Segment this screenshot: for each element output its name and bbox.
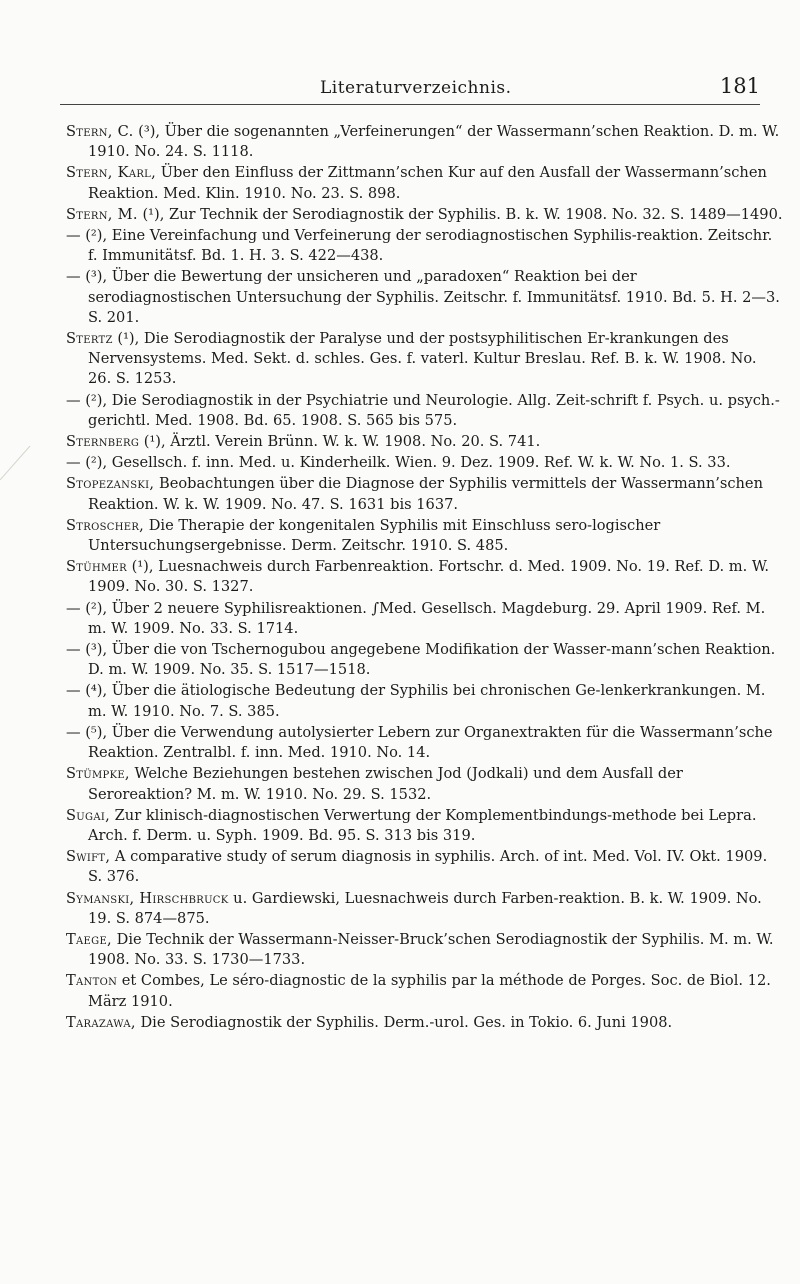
bibliography-entry xyxy=(66,516,784,556)
bibliography-entry xyxy=(66,681,784,721)
page-number: 181 xyxy=(719,74,760,98)
entry-text: Zur klinisch-diagnostischen Verwertung der Komplementbindungs-methode bei Lepra. Arch. f. Derm. u. Syph. 1909. Bd. 95. S. 313 bis 319. xyxy=(88,806,757,844)
bibliography-entry xyxy=(66,432,784,452)
running-title: Literaturverzeichnis. xyxy=(320,78,512,98)
entry-author: Stertz xyxy=(66,330,113,348)
entry-author: Tarazawa, xyxy=(66,1013,136,1031)
bibliography-entry xyxy=(66,122,784,162)
entry-text: (¹), Ärztl. Verein Brünn. W. k. W. 1908. No. 20. S. 741. xyxy=(139,433,541,451)
entry-author: Stühmer xyxy=(66,558,127,576)
bibliography-entry xyxy=(66,640,784,680)
bibliography-entry xyxy=(66,557,784,597)
bibliography-entry xyxy=(66,267,784,328)
bibliography-entry xyxy=(66,930,784,970)
entry-author: Sternberg xyxy=(66,433,140,451)
bibliography-list xyxy=(66,122,784,1034)
entry-text: Welche Beziehungen bestehen zwischen Jod (Jodkali) und dem Ausfall der Seroreaktion? M. m. W. 1910. No. 29. S. 1532. xyxy=(88,765,683,803)
entry-author: Stern, M. xyxy=(66,205,138,223)
running-header xyxy=(60,74,760,105)
entry-text: — (³), Über die Bewertung der unsicheren und „paradoxen“ Reaktion bei der serodiagnostischen Untersuchung der Syphilis. Zeitschr. f. Immunitätsf. 1910. Bd. 5. H. 2—3. S. 201. xyxy=(66,268,780,326)
bibliography-entry xyxy=(66,599,784,639)
entry-text: Die Therapie der kongenitalen Syphilis mit Einschluss sero-logischer Untersuchungsergebnisse. Derm. Zeitschr. 1910. S. 485. xyxy=(88,516,661,555)
entry-text: (¹), Die Serodiagnostik der Paralyse und der postsyphilitischen Er-krankungen des Nervensystems. Med. Sekt. d. schles. Ges. f. vaterl. Kultur Breslau. Ref. B. k. W. 1908. No. 26. S. 1253. xyxy=(88,330,757,388)
bibliography-entry xyxy=(66,205,784,225)
entry-text: (³), Über die sogenannten „Verfeinerungen“ der Wassermann’schen Reaktion. D. m. W. 1910. No. 24. S. 1118. xyxy=(88,123,780,161)
bibliography-entry xyxy=(66,764,784,804)
entry-text: — (²), Eine Vereinfachung und Verfeinerung der serodiagnostischen Syphilis-reaktion. Zeitschr. f. Immunitätsf. Bd. 1. H. 3. S. 422—438. xyxy=(66,227,773,265)
entry-text: Über den Einfluss der Zittmann’schen Kur auf den Ausfall der Wassermann’schen Reaktion. Med. Klin. 1910. No. 23. S. 898. xyxy=(88,164,767,202)
entry-text: Die Technik der Wassermann-Neisser-Bruck’schen Serodiagnostik der Syphilis. M. m. W. 1908. No. 33. S. 1730—1733. xyxy=(88,930,774,969)
entry-text: — (³), Über die von Tschernogubou angegebene Modifikation der Wasser-mann’schen Reaktion. D. m. W. 1909. No. 35. S. 1517—1518. xyxy=(66,641,776,679)
bibliography-entry xyxy=(66,391,784,431)
entry-author: Stroscher, xyxy=(66,516,145,534)
entry-author: Stümpke, xyxy=(66,765,130,783)
entry-author: Stopezanski, xyxy=(66,475,155,493)
bibliography-entry xyxy=(66,474,784,514)
entry-text: — (²), Die Serodiagnostik in der Psychiatrie und Neurologie. Allg. Zeit-schrift f. Psych. u. psych.-gerichtl. Med. 1908. Bd. 65. 1908. S. 565 bis 575. xyxy=(66,391,780,429)
entry-text: (¹), Zur Technik der Serodiagnostik der Syphilis. B. k. W. 1908. No. 32. S. 1489—1490. xyxy=(137,205,783,223)
entry-author: Stern, C. xyxy=(66,123,134,140)
entry-author: Taege, xyxy=(66,930,112,948)
entry-author: Tanton xyxy=(66,972,118,990)
entry-text: u. Gardiewski, Luesnachweis durch Farben-reaktion. B. k. W. 1909. No. 19. S. 874—875. xyxy=(88,889,762,927)
entry-text: (¹), Luesnachweis durch Farbenreaktion. Fortschr. d. Med. 1909. No. 19. Ref. D. m. W. 1909. No. 30. S. 1327. xyxy=(88,558,769,596)
bibliography-entry xyxy=(66,1013,784,1033)
bibliography-entry xyxy=(66,163,784,203)
entry-text: — (²), Über 2 neuere Syphilisreaktionen. ∫Med. Gesellsch. Magdeburg. 29. April 1909. Ref. M. m. W. 1909. No. 33. S. 1714. xyxy=(66,599,766,637)
entry-author: Symanski, Hirschbruck xyxy=(66,889,229,907)
entry-text: Beobachtungen über die Diagnose der Syphilis vermittels der Wassermann’schen Reaktion. W. k. W. 1909. No. 47. S. 1631 bis 1637. xyxy=(88,475,763,513)
entry-text: et Combes, Le séro-diagnostic de la syphilis par la méthode de Porges. Soc. de Biol. 12. März 1910. xyxy=(88,972,771,1010)
entry-text: Die Serodiagnostik der Syphilis. Derm.-urol. Ges. in Tokio. 6. Juni 1908. xyxy=(135,1013,673,1031)
entry-author: Swift, xyxy=(66,848,111,866)
entry-text: A comparative study of serum diagnosis in syphilis. Arch. of int. Med. Vol. IV. Okt. 1909. S. 376. xyxy=(88,848,768,886)
bibliography-entry xyxy=(66,453,784,473)
bibliography-entry xyxy=(66,329,784,390)
bibliography-entry xyxy=(66,226,784,266)
bibliography-entry xyxy=(66,971,784,1011)
bibliography-entry xyxy=(66,806,784,846)
paper-fold-mark xyxy=(0,440,40,480)
entry-author: Sugai, xyxy=(66,806,111,824)
entry-author: Stern, Karl, xyxy=(66,164,157,182)
entry-text: — (⁵), Über die Verwendung autolysierter Lebern zur Organextrakten für die Wassermann’sche Reaktion. Zentralbl. f. inn. Med. 1910. No. 14. xyxy=(66,723,773,762)
bibliography-entry xyxy=(66,723,784,763)
entry-text: — (⁴), Über die ätiologische Bedeutung der Syphilis bei chronischen Ge-lenkerkrankungen. M. m. W. 1910. No. 7. S. 385. xyxy=(66,682,766,720)
bibliography-entry xyxy=(66,889,784,929)
bibliography-entry xyxy=(66,847,784,887)
entry-text: — (²), Gesellsch. f. inn. Med. u. Kinderheilk. Wien. 9. Dez. 1909. Ref. W. k. W. No. 1. S. 33. xyxy=(66,454,731,472)
